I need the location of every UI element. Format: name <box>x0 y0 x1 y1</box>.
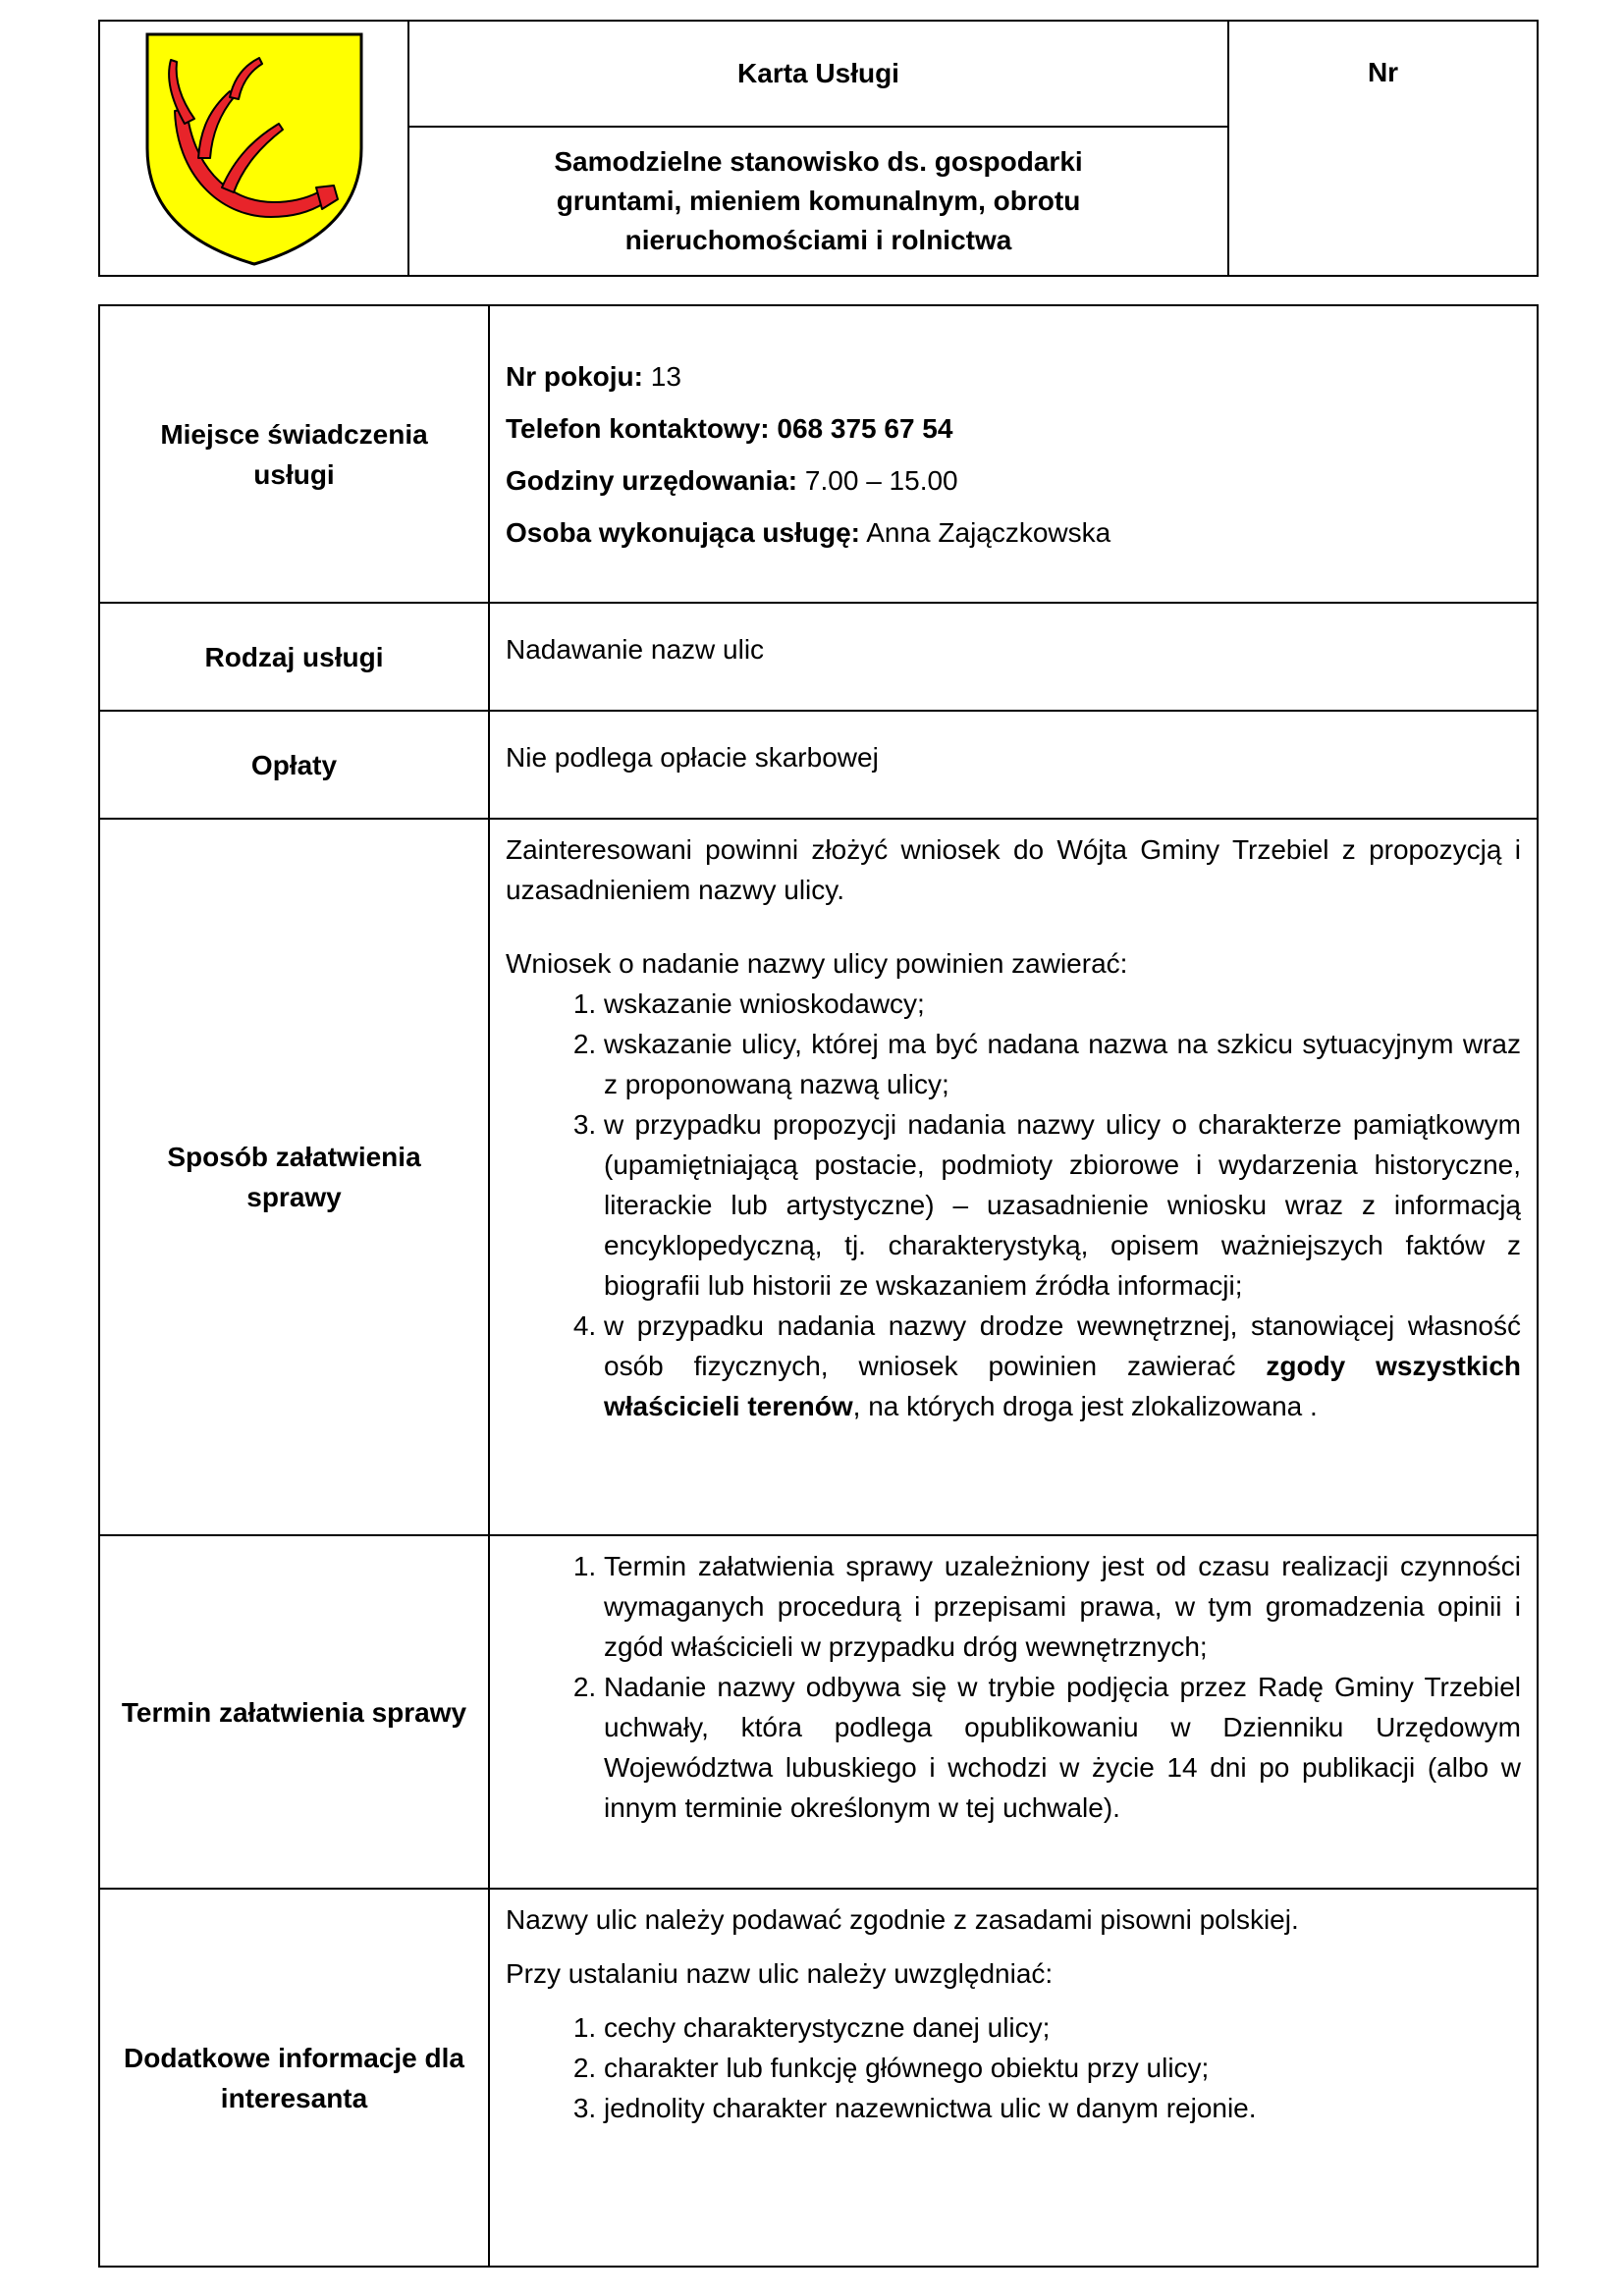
list-item: 2. Nadanie nazwy odbywa się w trybie podjęcia przez Radę Gminy Trzebiel uchwały, która podlega opublikowaniu w Dzienniku Urzędowym Województwa lubuskiego i wchodzi w życie 14 dni po publikacji (albo w innym terminie określonym w tej uchwale). <box>604 1667 1521 1828</box>
label-miejsce: Miejsce świadczenia usługi <box>99 305 489 603</box>
content-miejsce <box>489 305 1538 603</box>
item4-text-b: , na których droga jest zlokalizowana . <box>852 1391 1318 1421</box>
item4-text-a: w przypadku nadania nazwy drodze wewnętrznej, stanowiącej własność osób fizycznych, wniosek powinien zawierać <box>604 1310 1521 1381</box>
termin-list <box>506 1546 1521 1828</box>
list-item: 1. wskazanie wnioskodawcy; <box>604 984 1521 1024</box>
content-oplaty: Nie podlega opłacie skarbowej <box>489 711 1538 819</box>
item4-bold-text: zgody wszystkich właścicieli terenów <box>604 1351 1521 1421</box>
content-termin <box>489 1535 1538 1889</box>
row-miejsce <box>99 305 1538 603</box>
sposob-list <box>506 984 1521 1426</box>
label-oplaty: Opłaty <box>99 711 489 819</box>
row-sposob <box>99 819 1538 1535</box>
coat-of-arms-antler-icon <box>141 30 367 266</box>
room-label: Nr pokoju: <box>506 360 643 392</box>
phone-label: Telefon kontaktowy: 068 375 67 54 <box>506 412 953 444</box>
list-item: 1. cechy charakterystyczne danej ulicy; <box>604 2007 1521 2048</box>
list-item: 3. jednolity charakter nazewnictwa ulic w danym rejonie. <box>604 2088 1521 2128</box>
list-item: 1. Termin załatwienia sprawy uzależniony jest od czasu realizacji czynności wymaganych procedurą i przepisami prawa, w tym gromadzenia opinii i zgód właścicieli w przypadku dróg wewnętrznych; <box>604 1546 1521 1667</box>
room-value: 13 <box>650 360 681 392</box>
hours-value: 7.00 – 15.00 <box>804 464 958 496</box>
room-line <box>506 350 1521 402</box>
content-dodatkowe <box>489 1889 1538 2267</box>
label-rodzaj: Rodzaj usługi <box>99 603 489 711</box>
card-number-label: Nr <box>1228 21 1538 276</box>
dodatkowe-list <box>506 2007 1521 2128</box>
list-item <box>604 1306 1521 1426</box>
label-dodatkowe: Dodatkowe informacje dla interesanta <box>99 1889 489 2267</box>
content-sposob <box>489 819 1538 1535</box>
person-label: Osoba wykonująca usługę: <box>506 516 860 548</box>
person-line <box>506 507 1521 559</box>
row-dodatkowe <box>99 1889 1538 2267</box>
row-termin <box>99 1535 1538 1889</box>
service-details-table <box>98 304 1539 2268</box>
content-rodzaj: Nadawanie nazw ulic <box>489 603 1538 711</box>
phone-line <box>506 402 1521 454</box>
card-title: Karta Usługi <box>408 21 1228 127</box>
row-oplaty <box>99 711 1538 819</box>
row-rodzaj <box>99 603 1538 711</box>
label-termin: Termin załatwienia sprawy <box>99 1535 489 1889</box>
list-item: 2. wskazanie ulicy, której ma być nadana nazwa na szkicu sytuacyjnym wraz z proponowaną nazwą ulicy; <box>604 1024 1521 1104</box>
person-value: Anna Zajączkowska <box>866 516 1111 548</box>
dodatkowe-p2: Przy ustalaniu nazw ulic należy uwzględniać: <box>506 1958 1054 1989</box>
crest-cell <box>99 21 408 276</box>
label-sposob: Sposób załatwienia sprawy <box>99 819 489 1535</box>
header-table <box>98 20 1539 277</box>
sposob-intro: Zainteresowani powinni złożyć wniosek do Wójta Gminy Trzebiel z propozycją i uzasadnieniem nazwy ulicy. <box>506 834 1521 905</box>
department-cell <box>408 127 1228 276</box>
department-name: Samodzielne stanowisko ds. gospodarki gruntami, mieniem komunalnym, obrotu nieruchomościami i rolnictwa <box>554 146 1083 255</box>
list-item: 2. charakter lub funkcję głównego obiektu przy ulicy; <box>604 2048 1521 2088</box>
sposob-list-intro: Wniosek o nadanie nazwy ulicy powinien zawierać: <box>506 948 1128 979</box>
dodatkowe-p1: Nazwy ulic należy podawać zgodnie z zasadami pisowni polskiej. <box>506 1904 1299 1935</box>
list-item: 3. w przypadku propozycji nadania nazwy ulicy o charakterze pamiątkowym (upamiętniającą postacie, podmioty zbiorowe i wydarzenia historyczne, literackie lub artystyczne) – uzasadnienie wniosku wraz z informacją encyklopedyczną, tj. charakterystyką, opisem ważniejszych faktów z biografii lub historii ze wskazaniem źródła informacji; <box>604 1104 1521 1306</box>
hours-label: Godziny urzędowania: <box>506 464 798 496</box>
hours-line <box>506 454 1521 507</box>
